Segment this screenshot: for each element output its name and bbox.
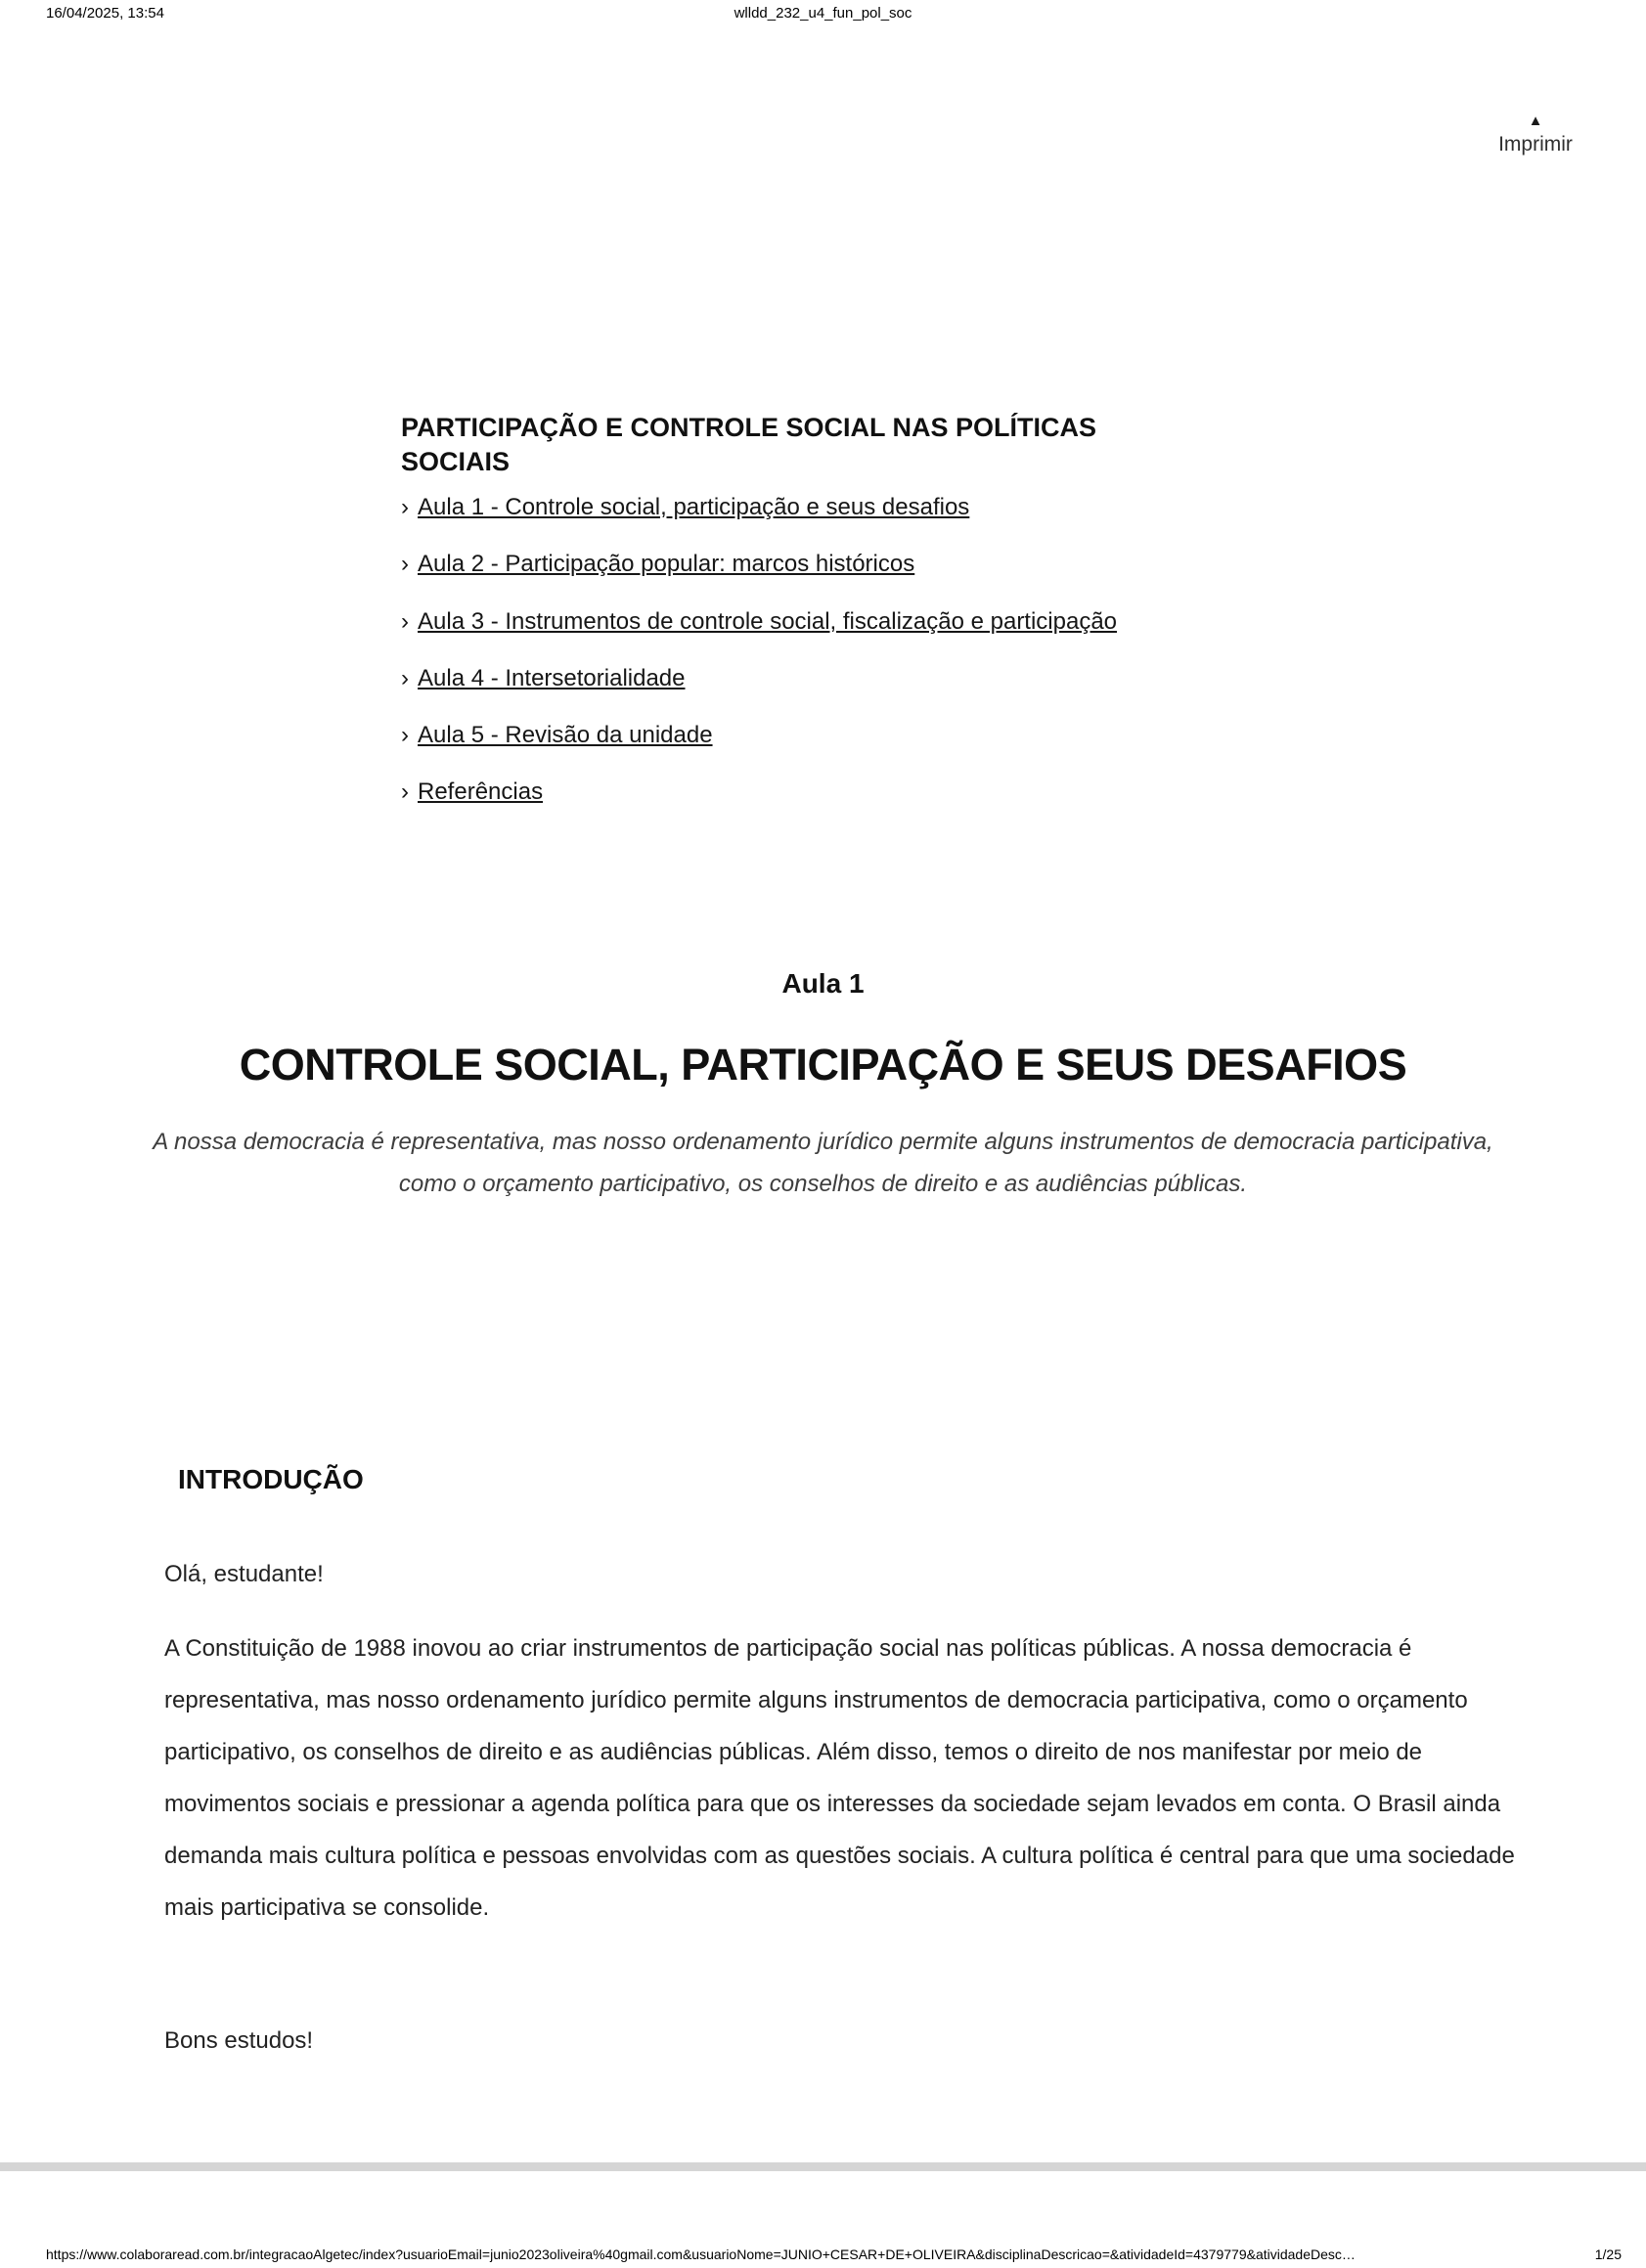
chevron-right-icon: ›	[401, 494, 409, 521]
toc-item	[401, 779, 1183, 804]
toc-link-aula-5[interactable]: Aula 5 - Revisão da unidade	[418, 721, 713, 748]
toc-link-aula-3[interactable]: Aula 3 - Instrumentos de controle social, fiscalização e participação	[418, 607, 1118, 635]
toc-title: PARTICIPAÇÃO E CONTROLE SOCIAL NAS POLÍTICAS SOCIAIS	[401, 413, 1097, 477]
lesson-subtitle: A nossa democracia é representativa, mas nosso ordenamento jurídico permite alguns instrumentos de democracia participativa, como o orçamento participativo, os conselhos de direito e as audiências públicas.	[153, 1129, 1493, 1197]
introduction-heading: INTRODUÇÃO	[178, 1464, 364, 1494]
print-doc-title: wlldd_232_u4_fun_pol_soc	[734, 5, 912, 22]
footer-page-indicator: 1/25	[1594, 2246, 1622, 2262]
toc	[401, 411, 1183, 836]
chevron-right-icon: ›	[401, 607, 409, 635]
toc-link-aula-2[interactable]: Aula 2 - Participação popular: marcos históricos	[418, 551, 915, 578]
toc-link-aula-1[interactable]: Aula 1 - Controle social, participação e seus desafios	[418, 494, 970, 521]
chevron-right-icon: ›	[401, 551, 409, 578]
chevron-right-icon: ›	[401, 664, 409, 691]
intro-paragraph-closing: Bons estudos!	[164, 2027, 314, 2054]
print-datetime: 16/04/2025, 13:54	[46, 5, 164, 22]
toc-item	[401, 609, 1183, 634]
chevron-right-icon: ›	[401, 721, 409, 748]
print-button[interactable]	[1482, 113, 1589, 156]
toc-link-referencias[interactable]: Referências	[418, 778, 544, 806]
toc-list	[401, 495, 1183, 804]
toc-item	[401, 552, 1183, 576]
toc-item	[401, 495, 1183, 519]
footer-url: https://www.colaboraread.com.br/integracaoAlgetec/index?usuarioEmail=junio2023oliveira%40gmail.com&usuarioNome=JUNIO+CESAR+DE+OLIVEIRA&disciplinaDescricao=&atividadeId=4379779&atividadeDesc…	[46, 2246, 1356, 2262]
print-button-label[interactable]: Imprimir	[1498, 133, 1573, 156]
lesson-kicker: Aula 1	[781, 968, 865, 999]
intro-paragraph-body: A Constituição de 1988 inovou ao criar instrumentos de participação social nas políticas públicas. A nossa democracia é representativa, mas nosso ordenamento jurídico permite alguns instrumentos de democracia participativa, como o orçamento participativo, os conselhos de direito e as audiências públicas. Além disso, temos o direito de nos manifestar por meio de movimentos sociais e pressionar a agenda política para que os interesses da sociedade sejam levados em conta. O Brasil ainda demanda mais cultura política e pessoas envolvidas com as questões sociais. A cultura política é central para que uma sociedade mais participativa se consolide.	[164, 1635, 1515, 1921]
lesson-title: CONTROLE SOCIAL, PARTICIPAÇÃO E SEUS DESAFIOS	[239, 1040, 1407, 1090]
toc-item	[401, 723, 1183, 747]
toc-link-aula-4[interactable]: Aula 4 - Intersetorialidade	[418, 664, 686, 691]
toc-item	[401, 666, 1183, 690]
divider-bar	[0, 2162, 1646, 2171]
intro-paragraph-greeting: Olá, estudante!	[164, 1561, 324, 1587]
chevron-right-icon: ›	[401, 778, 409, 806]
caret-up-icon[interactable]: ▲	[1528, 112, 1543, 129]
